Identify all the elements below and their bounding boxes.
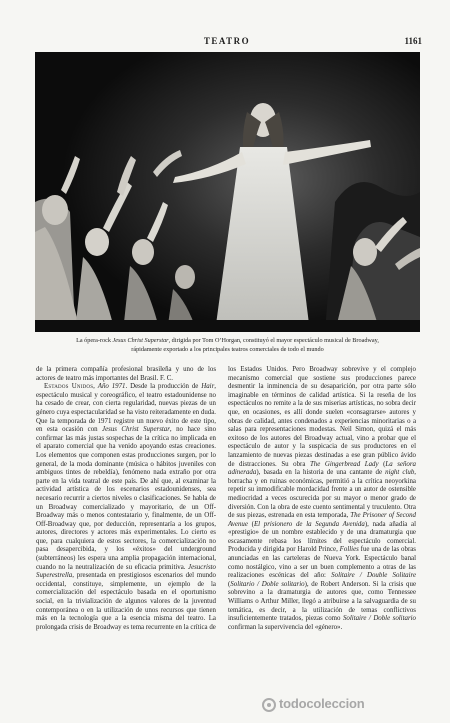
work-title: Jesucristo Superestrella: [36, 563, 216, 580]
paragraph-text: (: [378, 460, 386, 468]
work-title: Solitaire / Doble solitario: [342, 615, 416, 623]
paragraph-text: ), de Robert Anderson. Si la crisis que sobrevino a la dramaturgia de autores que, como Tennessee Williams o Arthur Miller, llegó a atribuirse a la salvaguardia de su temática, es decir, a la utilización de temas conflictivos insuficientemente tratados, piezas como: [228, 580, 417, 623]
italic-term: night club: [385, 469, 415, 477]
text-column-right: [228, 366, 416, 632]
running-head-title: TEATRO: [203, 36, 251, 46]
paragraph-text: ), basada en la historia de una cantante de: [256, 469, 386, 477]
work-title: Follies: [339, 546, 359, 554]
section-lead: Estados Unidos: [44, 383, 94, 391]
paragraph: de la primera compañía profesional brasileña y uno de los actores de teatro más importantes del Brasil. F. C.: [36, 366, 216, 382]
paragraph-text: . Desde la producción de: [125, 383, 202, 391]
section-year: Año 1971: [97, 383, 126, 391]
paragraph-text: , no hace sino confirmar las más justas sospechas de la crítica no implicada en el aparato comercial que ha venido apoyando estas creaciones. Los elementos que componen estas producciones surgen, por lo general, de la moda dominante (música o hábitos juveniles con ambiguos tintes de rebeldía), fenómeno nada extraño por otra parte en la vida teatral de este país. De ahí que, al examinar la actividad artística de los escenarios estadounidenses, sea necesario recurrir a ciertos niveles o clasificaciones. Se habla de un Broadway comercializado y mayoritario, de un Off-Broadway más o menos contestatario y, finalmente, de un Off-Off-Broadway que, por deducción, representaría a los grupos, autores, directores y actores más experimentales. Lo cierto es que, para cualquiera de estos sectores, la comercialización no pasa desapercibida, y los «éxitos» del underground (subterráneos) les espera una amplia propagación internacional, cuando no la neutralización de su eficacia primitiva.: [36, 426, 217, 571]
work-title: Solitaire / Double Solitaire: [331, 572, 417, 580]
paragraph-text: confirman la supervivencia del «género».: [228, 623, 343, 631]
text-column-left: [36, 366, 216, 632]
paragraph-text: los Estados Unidos. Pero Broadway sobrevive y el complejo mecanismo comercial que sostiene sus producciones parece desmentir la inminencia de su desaparición, por otra parte sólo imaginable en términos de calidad artística. Si la reseña de los espectáculos no remite a la de sus miserias artísticas, no sobra decir que, en ocasiones, es allí donde suelen «consagrarse» autores y obras de calidad, antes condenados a experiencias minoritarias o a salas para representaciones modestas. Neil Simon, quizá el más exitoso de los autores del Broadway actual, vino a probar que el espectáculo de autor y la suspicacia de sus productores en el lanzamiento de nuevas piezas destinadas a ese gran público ávido de distracciones. Su obra: [228, 366, 416, 468]
work-title: La señora adinerada: [228, 460, 416, 477]
caption-text-line2: rápidamente exportado a los principales teatros comerciales de todo el mundo: [131, 345, 324, 353]
paragraph-text: (: [247, 520, 254, 528]
watermark-icon: [262, 698, 276, 712]
stage-photo: [35, 52, 420, 332]
paragraph: [228, 366, 416, 632]
work-title: The Gingerbread Lady: [309, 460, 379, 468]
work-title: Jesus Christ Superstar: [102, 426, 170, 434]
work-title: El prisionero de la Segunda Avenida: [253, 520, 365, 528]
paragraph-text: , presentada en prestigiosos escenarios del mundo occidental, constituye, simplemente, un ejemplo de la comercialización del espectáculo basada en el oportunismo social, en la trivialización de algunos valores de la juventud contemporánea o en la utilización de unos recursos que tienen más en la tecnología que a la esencia misma del teatro. La prolongada crisis de Broadway es tema recurrente en la crítica de: [36, 572, 216, 631]
paragraph-estados-unidos: Estados Unidos, Año 1971. Desde la producción de Hair, espectáculo musical y coreográfico, el teatro estadounidense no ha cesado de crear, con cierta regularidad, nuevas piezas de un género cuya espectacularidad se ha visto reiteradamente en duda. Que la temporada de 1971 registre un nuevo éxito de este tipo, en esta ocasión con Jesus Christ Superstar, no hace sino confirmar las más justas sospechas de la crítica no implicada en el aparato comercial que ha venido apoyando estas creaciones. Los elementos que componen estas producciones surgen, por lo general, de la moda dominante (música o hábitos juveniles con ambiguos tintes de rebeldía), fenómeno nada extraño por otra parte en la vida teatral de este país. De ahí que, al examinar la actividad artística de los escenarios estadounidenses, sea necesario recurrir a ciertos niveles o clasificaciones. Se habla de un Broadway comercializado y mayoritario, de un Off-Broadway más o menos contestatario y, finalmente, de un Off-Off-Broadway que, por deducción, representaría a los grupos, autores, directores y actores más experimentales. Lo cierto es que, para cualquiera de estos sectores, la comercialización no pasa desapercibida, y los «éxitos» del underground (subterráneos) les espera una amplia propagación internacional, cuando no la neutralización de su eficacia primitiva. Jesucristo Superestrella, presentada en prestigiosos escenarios del mundo occidental, constituye, simplemente, un ejemplo de la comercialización del espectáculo basada en el oportunismo social, en la trivialización de algunos valores de la juventud contemporánea o en la utilización de unos recursos que tienen más en la tecnología que a la esencia misma del teatro. La prolongada crisis de Broadway es tema recurrente en la crítica de: [36, 383, 217, 631]
paragraph-text: ), nada añadía al «prestigio» de un nombre establecido y de una dramaturgia que escasamente rebasa los límites del espectáculo comercial. Producida y dirigida por Harold Prince,: [228, 520, 416, 554]
paragraph-text: , borracha y en ruinas económicas, permitió a la crítica neoyorkina repetir su inmodificable mordacidad frente a un autor de ostensible mediocridad a veces oscurecida por su mayor o menor grado de diversión. Con la obra de este cuento sentimental y truculento. Otra de sus piezas, estrenada en esta temporada,: [228, 469, 416, 520]
paragraph-text: , espectáculo musical y coreográfico, el teatro estadounidense no ha cesado de crear, con cierta regularidad, nuevas piezas de un género cuya espectacularidad se ha visto reiteradamente en duda. Que la temporada de 1971 registre un nuevo éxito de este tipo, en esta ocasión con: [36, 383, 216, 434]
photo-caption: [35, 337, 420, 354]
page-number: 1161: [404, 36, 422, 46]
caption-text: , dirigida por Tom O’Horgan, constituyó el mayor espectáculo musical de Broadway,: [168, 337, 379, 344]
caption-work-title: Jesus Christ Superstar: [112, 337, 169, 344]
running-head: [32, 36, 422, 50]
caption-text: La ópera-rock: [76, 337, 113, 344]
work-title: The Prisoner of Second Avenue: [228, 512, 416, 528]
work-title: Hair: [201, 383, 215, 391]
work-title: Solitario / Doble solitario: [230, 580, 305, 588]
watermark-text: todocoleccion: [279, 696, 365, 711]
paragraph-text: fue una de las obras anunciadas en las carteleras de Nueva York. Espectáculo banal como nostálgico, vino a ser un buen complemento a otras de las realizaciones escénicas del año:: [228, 546, 416, 580]
paragraph-text: (: [228, 580, 231, 588]
watermark-logo: [262, 696, 442, 714]
